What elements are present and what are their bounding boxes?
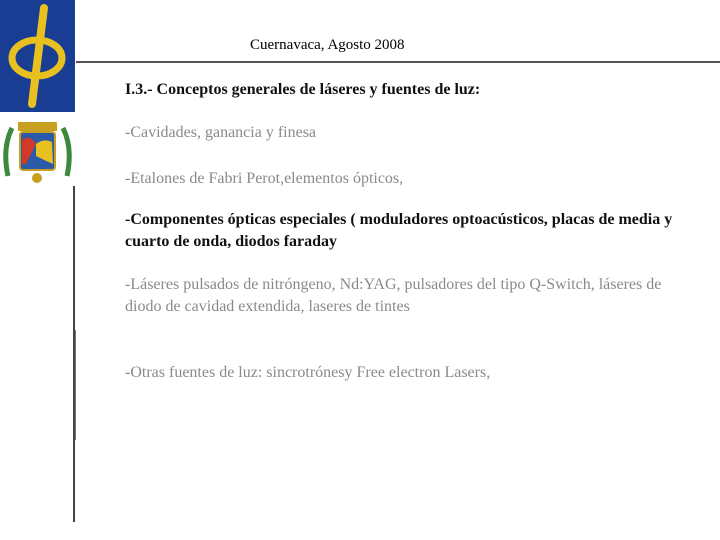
institution-logo-icon xyxy=(0,0,75,112)
header-divider xyxy=(76,61,720,63)
side-divider-secondary xyxy=(75,330,76,440)
header-location-date: Cuernavaca, Agosto 2008 xyxy=(250,37,405,53)
university-seal xyxy=(0,112,75,187)
institution-logo xyxy=(0,0,75,112)
university-seal-icon xyxy=(0,112,75,187)
list-item: -Cavidades, ganancia y finesa xyxy=(125,124,317,141)
list-item: -Etalones de Fabri Perot,elementos ópticos, xyxy=(125,170,404,187)
list-item: -Componentes ópticas especiales ( moduladores optoacústicos, placas de media y cuarto de onda, diodos faraday xyxy=(125,211,673,250)
section-heading: I.3.- Conceptos generales de láseres y fuentes de luz: xyxy=(125,81,481,98)
list-item: -Otras fuentes de luz: sincrotrónesy Free electron Lasers, xyxy=(125,364,491,381)
list-item: -Láseres pulsados de nitróngeno, Nd:YAG, pulsadores del tipo Q-Switch, láseres de diodo de cavidad extendida, laseres de tintes xyxy=(125,276,662,315)
